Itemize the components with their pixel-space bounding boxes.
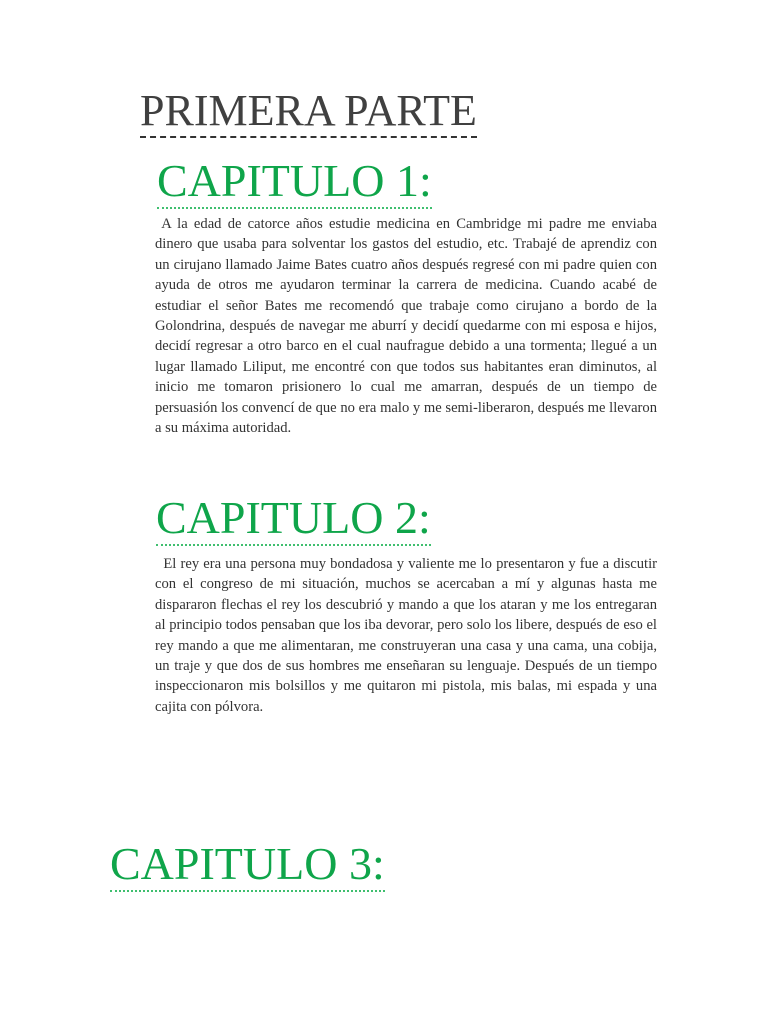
chapter-2-body: El rey era una persona muy bondadosa y valiente me lo presentaron y fue a discutir con el congreso de mi situación, muchos se acercaban a mí y algunas hasta me dispararon flechas el rey los descubrió y mando a que los ataran y me los entregaran al principio todos pensaban que los iba devorar, pero solo los libere, después de eso el rey mando a que me alimentaran, me construyeran una casa y una cama, una cobija, un traje y que dos de sus hombres me enseñaran su lenguaje. Después de un tiempo inspeccionaron mis bolsillos y me quitaron mi pistola, mis balas, mi espada y una cajita con pólvora.	[155, 556, 661, 715]
chapter-2-title: CAPITULO 2:	[156, 492, 431, 546]
part-title: PRIMERA PARTE	[140, 86, 477, 138]
chapter-1-title: CAPITULO 1:	[157, 155, 432, 209]
chapter-1-body: A la edad de catorce años estudie medicina en Cambridge mi padre me enviaba dinero que usaba para solventar los gastos del estudio, etc. Trabajé de aprendiz con un cirujano llamado Jaime Bates cuatro años después regresé con mi padre quien con ayuda de otros me ayudaron terminar la carrera de medicina. Cuando acabé de estudiar el señor Bates me recomendó que trabaje como cirujano a bordo de la Golondrina, después de navegar me aburrí y decidí quedarme con mi esposa e hijos, decidí regresar a otro barco en el cual naufrague debido a una tormenta; llegué a un lugar llamado Liliput, me encontré con que todos sus habitantes eran diminutos, al inicio me tomaron prisionero lo cual me amarran, después de un tiempo de persuasión los convencí de que no era malo y me semi-liberaron, después me llevaron a su máxima autoridad.	[155, 216, 661, 437]
chapter-3-title: CAPITULO 3:	[110, 838, 385, 892]
